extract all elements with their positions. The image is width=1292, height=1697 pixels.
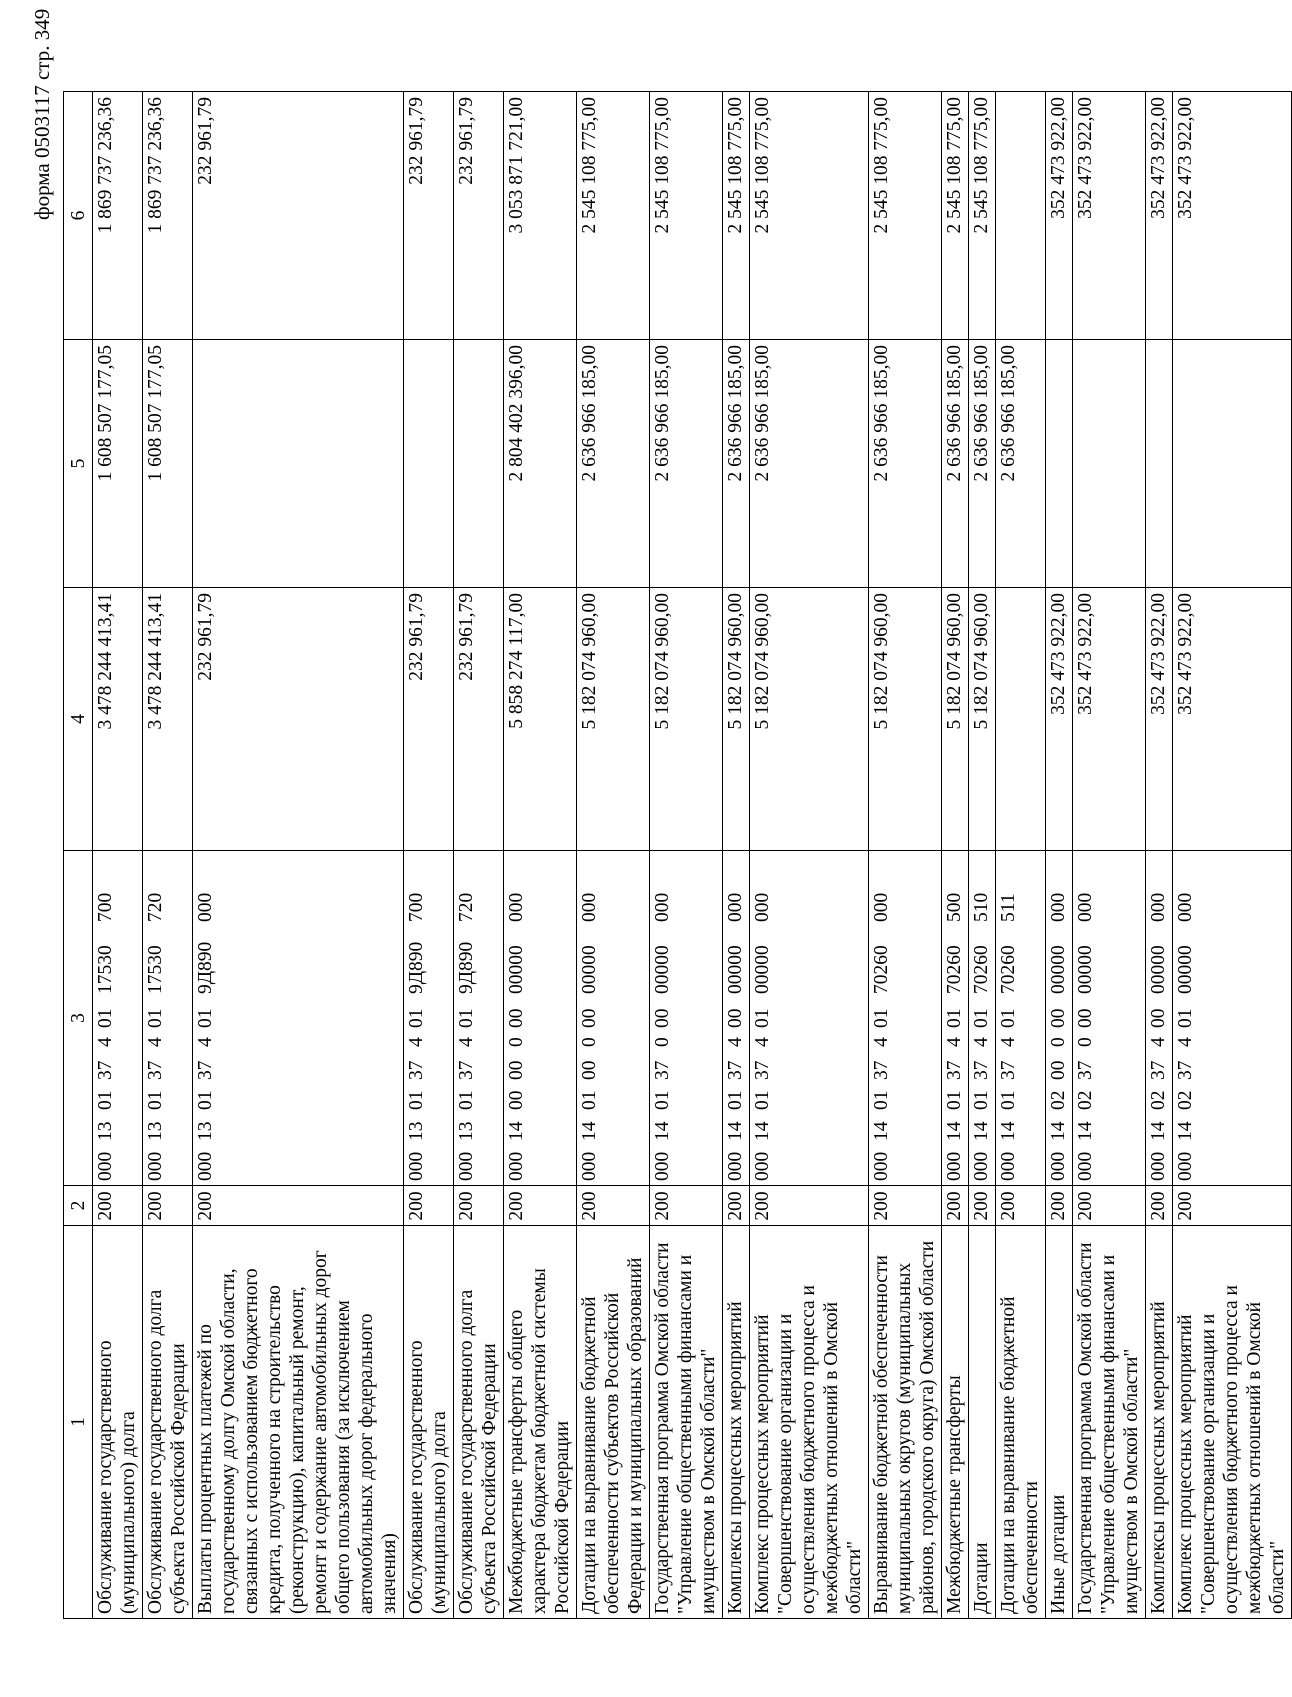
- code-segment: 4: [406, 1037, 427, 1047]
- code-segment: 9Д890: [456, 941, 477, 994]
- table-row: [942, 92, 969, 1619]
- code-segment: 14: [871, 1121, 892, 1141]
- row-approved-amount: 352 473 922,00: [1073, 588, 1146, 851]
- code-segment: 000: [998, 1151, 1019, 1181]
- row-approved-amount: 5 182 074 960,00: [869, 588, 942, 851]
- code-segment: 00: [652, 1008, 673, 1028]
- code-segment: 00: [579, 1008, 600, 1028]
- row-name: Выплаты процентных платежей по государственному долгу Омской области, связанных с использованием бюджетного кредита, полученного на строительство (реконструкцию), капитальный ремонт, ремонт и содержание автомобильных дорог общего пользования (за исключением автомобильных дорог федерального значения): [193, 1226, 404, 1619]
- code-segment: 00000: [1048, 945, 1069, 994]
- row-approved-amount: 352 473 922,00: [1046, 588, 1073, 851]
- table-row: [723, 92, 750, 1619]
- row-line-code: 200: [143, 1186, 193, 1226]
- code-segment: 4: [1148, 1037, 1169, 1047]
- code-segment: 14: [1175, 1121, 1196, 1141]
- code-segment: 01: [406, 1008, 427, 1028]
- code-segment: 37: [752, 1060, 773, 1080]
- code-segment: 4: [195, 1037, 216, 1047]
- code-segment: 01: [95, 1090, 116, 1110]
- row-name: Иные дотации: [1046, 1226, 1073, 1619]
- code-segment: 01: [652, 1090, 673, 1110]
- table-row: [996, 92, 1046, 1619]
- row-remaining-amount: 232 961,79: [193, 92, 404, 340]
- row-approved-amount: 3 478 244 413,41: [93, 588, 143, 851]
- code-segment: 000: [1075, 1151, 1096, 1181]
- row-approved-amount: 3 478 244 413,41: [143, 588, 193, 851]
- row-remaining-amount: 2 545 108 775,00: [723, 92, 750, 340]
- row-approved-amount: 5 858 274 117,00: [504, 588, 577, 851]
- row-executed-amount: [1146, 340, 1173, 588]
- code-segment: 14: [1048, 1121, 1069, 1141]
- code-segment: 02: [1075, 1090, 1096, 1110]
- row-name: Дотации на выравнивание бюджетной обеспеченности субъектов Российской Федерации и муниципальных образований: [577, 1226, 650, 1619]
- code-segment: 000: [971, 1151, 992, 1181]
- code-segment: 700: [406, 892, 427, 922]
- code-segment: 37: [1175, 1060, 1196, 1080]
- code-segment: 01: [752, 1090, 773, 1110]
- code-segment: 37: [1075, 1060, 1096, 1080]
- row-name: Выравнивание бюджетной обеспеченности муниципальных округов (муниципальных районов, городского округа) Омской области: [869, 1226, 942, 1619]
- code-segment: 01: [145, 1008, 166, 1028]
- code-segment: 000: [652, 892, 673, 922]
- code-segment: 000: [1175, 892, 1196, 922]
- table-row: [650, 92, 723, 1619]
- column-number: 6: [64, 92, 93, 340]
- code-segment: 000: [145, 1151, 166, 1181]
- code-segment: 01: [971, 1090, 992, 1110]
- row-line-code: 200: [1046, 1186, 1073, 1226]
- row-executed-amount: 2 636 966 185,00: [650, 340, 723, 588]
- row-line-code: 200: [193, 1186, 404, 1226]
- code-segment: 00000: [1175, 945, 1196, 994]
- row-executed-amount: [1173, 340, 1292, 588]
- code-segment: 000: [944, 1151, 965, 1181]
- code-segment: 70260: [944, 945, 965, 994]
- row-classification-code: [942, 851, 969, 1186]
- row-executed-amount: [454, 340, 504, 588]
- code-segment: 000: [871, 1151, 892, 1181]
- code-segment: 000: [195, 1151, 216, 1181]
- code-segment: 000: [1175, 1151, 1196, 1181]
- row-line-code: 200: [404, 1186, 454, 1226]
- code-segment: 14: [1075, 1121, 1096, 1141]
- code-segment: 13: [145, 1121, 166, 1141]
- row-approved-amount: 352 473 922,00: [1146, 588, 1173, 851]
- column-number: 1: [64, 1226, 93, 1619]
- code-segment: 00000: [506, 945, 527, 994]
- code-segment: 37: [1148, 1060, 1169, 1080]
- code-segment: 0: [1075, 1037, 1096, 1047]
- row-remaining-amount: 2 545 108 775,00: [750, 92, 869, 340]
- row-line-code: 200: [969, 1186, 996, 1226]
- row-line-code: 200: [454, 1186, 504, 1226]
- code-segment: 37: [195, 1060, 216, 1080]
- code-segment: 00000: [579, 945, 600, 994]
- code-segment: 000: [725, 892, 746, 922]
- code-segment: 14: [1148, 1121, 1169, 1141]
- code-segment: 02: [1175, 1090, 1196, 1110]
- row-approved-amount: [996, 588, 1046, 851]
- row-name: Комплекс процессных мероприятий "Совершенствование организации и осуществления бюджетного процесса и межбюджетных отношений в Омской области": [1173, 1226, 1292, 1619]
- code-segment: 00: [506, 1008, 527, 1028]
- code-segment: 000: [195, 892, 216, 922]
- row-approved-amount: 5 182 074 960,00: [723, 588, 750, 851]
- code-segment: 000: [95, 1151, 116, 1181]
- row-executed-amount: 2 636 966 185,00: [869, 340, 942, 588]
- code-segment: 0: [1048, 1037, 1069, 1047]
- code-segment: 4: [95, 1037, 116, 1047]
- code-segment: 14: [506, 1121, 527, 1141]
- code-segment: 700: [95, 892, 116, 922]
- code-segment: 00: [579, 1060, 600, 1080]
- row-line-code: 200: [869, 1186, 942, 1226]
- table-row: [1146, 92, 1173, 1619]
- code-segment: 17530: [145, 945, 166, 994]
- form-label: форма 0503117 стр. 349: [30, 8, 54, 220]
- code-segment: 14: [725, 1121, 746, 1141]
- row-classification-code: [193, 851, 404, 1186]
- code-segment: 720: [456, 892, 477, 922]
- code-segment: 0: [652, 1037, 673, 1047]
- row-classification-code: [404, 851, 454, 1186]
- code-segment: 01: [579, 1090, 600, 1110]
- row-approved-amount: 5 182 074 960,00: [942, 588, 969, 851]
- code-segment: 37: [971, 1060, 992, 1080]
- row-executed-amount: [193, 340, 404, 588]
- code-segment: 01: [456, 1008, 477, 1028]
- code-segment: 01: [998, 1090, 1019, 1110]
- table-row: [143, 92, 193, 1619]
- code-segment: 00000: [752, 945, 773, 994]
- row-line-code: 200: [1073, 1186, 1146, 1226]
- code-segment: 4: [871, 1037, 892, 1047]
- row-executed-amount: 1 608 507 177,05: [93, 340, 143, 588]
- table-row: [869, 92, 942, 1619]
- row-remaining-amount: 352 473 922,00: [1073, 92, 1146, 340]
- code-segment: 00: [506, 1060, 527, 1080]
- row-remaining-amount: 2 545 108 775,00: [577, 92, 650, 340]
- row-remaining-amount: 1 869 737 236,36: [93, 92, 143, 340]
- code-segment: 01: [725, 1090, 746, 1110]
- row-remaining-amount: 2 545 108 775,00: [942, 92, 969, 340]
- table-row: [93, 92, 143, 1619]
- code-segment: 720: [145, 892, 166, 922]
- row-line-code: 200: [577, 1186, 650, 1226]
- code-segment: 4: [145, 1037, 166, 1047]
- column-number: 2: [64, 1186, 93, 1226]
- table-row: [750, 92, 869, 1619]
- row-name: Обслуживание государственного (муниципального) долга: [93, 1226, 143, 1619]
- row-remaining-amount: 232 961,79: [454, 92, 504, 340]
- code-segment: 00000: [1148, 945, 1169, 994]
- table-row: [193, 92, 404, 1619]
- row-executed-amount: 2 636 966 185,00: [942, 340, 969, 588]
- code-segment: 000: [752, 1151, 773, 1181]
- code-segment: 13: [95, 1121, 116, 1141]
- code-segment: 01: [971, 1008, 992, 1028]
- row-classification-code: [454, 851, 504, 1186]
- row-approved-amount: 352 473 922,00: [1173, 588, 1292, 851]
- code-segment: 9Д890: [406, 941, 427, 994]
- code-segment: 000: [652, 1151, 673, 1181]
- row-line-code: 200: [750, 1186, 869, 1226]
- row-approved-amount: 232 961,79: [193, 588, 404, 851]
- row-name: Обслуживание государственного (муниципального) долга: [404, 1226, 454, 1619]
- code-segment: 4: [971, 1037, 992, 1047]
- table-body: [93, 92, 1292, 1619]
- row-line-code: 200: [942, 1186, 969, 1226]
- code-segment: 37: [95, 1060, 116, 1080]
- code-segment: 000: [752, 892, 773, 922]
- row-line-code: 200: [650, 1186, 723, 1226]
- code-segment: 70260: [998, 945, 1019, 994]
- code-segment: 14: [752, 1121, 773, 1141]
- code-segment: 01: [752, 1008, 773, 1028]
- row-executed-amount: 2 636 966 185,00: [577, 340, 650, 588]
- code-segment: 00000: [725, 945, 746, 994]
- code-segment: 37: [145, 1060, 166, 1080]
- row-executed-amount: [1073, 340, 1146, 588]
- row-classification-code: [723, 851, 750, 1186]
- code-segment: 70260: [871, 945, 892, 994]
- code-segment: 01: [871, 1008, 892, 1028]
- code-segment: 000: [1048, 892, 1069, 922]
- row-executed-amount: 2 636 966 185,00: [969, 340, 996, 588]
- row-classification-code: [93, 851, 143, 1186]
- code-segment: 02: [1048, 1090, 1069, 1110]
- row-classification-code: [996, 851, 1046, 1186]
- table-row: [1173, 92, 1292, 1619]
- table-row: [1073, 92, 1146, 1619]
- row-classification-code: [143, 851, 193, 1186]
- code-segment: 37: [998, 1060, 1019, 1080]
- column-number: 3: [64, 851, 93, 1186]
- code-segment: 01: [871, 1090, 892, 1110]
- code-segment: 000: [406, 1151, 427, 1181]
- row-line-code: 200: [723, 1186, 750, 1226]
- row-executed-amount: 2 636 966 185,00: [750, 340, 869, 588]
- row-remaining-amount: 2 545 108 775,00: [650, 92, 723, 340]
- row-approved-amount: 5 182 074 960,00: [750, 588, 869, 851]
- row-approved-amount: 232 961,79: [454, 588, 504, 851]
- code-segment: 13: [406, 1121, 427, 1141]
- code-segment: 4: [998, 1037, 1019, 1047]
- column-number: 5: [64, 340, 93, 588]
- code-segment: 000: [456, 1151, 477, 1181]
- code-segment: 4: [1175, 1037, 1196, 1047]
- code-segment: 37: [456, 1060, 477, 1080]
- row-name: Комплексы процессных мероприятий: [723, 1226, 750, 1619]
- code-segment: 00: [506, 1090, 527, 1110]
- code-segment: 01: [944, 1090, 965, 1110]
- code-segment: 01: [195, 1008, 216, 1028]
- row-name: Межбюджетные трансферты: [942, 1226, 969, 1619]
- code-segment: 14: [652, 1121, 673, 1141]
- row-line-code: 200: [504, 1186, 577, 1226]
- row-name: Обслуживание государственного долга субъекта Российской Федерации: [454, 1226, 504, 1619]
- code-segment: 000: [725, 1151, 746, 1181]
- code-segment: 14: [944, 1121, 965, 1141]
- code-segment: 9Д890: [195, 941, 216, 994]
- row-remaining-amount: 2 545 108 775,00: [869, 92, 942, 340]
- code-segment: 000: [1048, 1151, 1069, 1181]
- code-segment: 500: [944, 892, 965, 922]
- code-segment: 0: [506, 1037, 527, 1047]
- table-row: [1046, 92, 1073, 1619]
- row-classification-code: [969, 851, 996, 1186]
- code-segment: 00: [1048, 1060, 1069, 1080]
- code-segment: 17530: [95, 945, 116, 994]
- code-segment: 01: [145, 1090, 166, 1110]
- code-segment: 01: [944, 1008, 965, 1028]
- code-segment: 00000: [1075, 945, 1096, 994]
- row-approved-amount: 5 182 074 960,00: [577, 588, 650, 851]
- column-number-row: [64, 92, 93, 1619]
- row-remaining-amount: 352 473 922,00: [1046, 92, 1073, 340]
- code-segment: 000: [506, 1151, 527, 1181]
- table-row: [577, 92, 650, 1619]
- row-executed-amount: 2 636 966 185,00: [723, 340, 750, 588]
- code-segment: 14: [579, 1121, 600, 1141]
- row-classification-code: [650, 851, 723, 1186]
- code-segment: 01: [1175, 1008, 1196, 1028]
- code-segment: 000: [1075, 892, 1096, 922]
- row-remaining-amount: 3 053 871 721,00: [504, 92, 577, 340]
- code-segment: 0: [579, 1037, 600, 1047]
- code-segment: 14: [971, 1121, 992, 1141]
- row-classification-code: [1146, 851, 1173, 1186]
- row-name: Государственная программа Омской области "Управление общественными финансами и имуществом в Омской области": [650, 1226, 723, 1619]
- row-classification-code: [1073, 851, 1146, 1186]
- code-segment: 01: [406, 1090, 427, 1110]
- row-remaining-amount: [996, 92, 1046, 340]
- code-segment: 00: [725, 1008, 746, 1028]
- budget-table: [63, 91, 1292, 1619]
- code-segment: 000: [579, 1151, 600, 1181]
- row-approved-amount: 5 182 074 960,00: [969, 588, 996, 851]
- row-name: Межбюджетные трансферты общего характера бюджетам бюджетной системы Российской Федерации: [504, 1226, 577, 1619]
- column-number: 4: [64, 588, 93, 851]
- row-executed-amount: 2 636 966 185,00: [996, 340, 1046, 588]
- row-remaining-amount: 232 961,79: [404, 92, 454, 340]
- row-name: Комплекс процессных мероприятий "Совершенствование организации и осуществления бюджетного процесса и межбюджетных отношений в Омской области": [750, 1226, 869, 1619]
- row-approved-amount: 232 961,79: [404, 588, 454, 851]
- row-remaining-amount: 352 473 922,00: [1173, 92, 1292, 340]
- code-segment: 511: [998, 893, 1019, 922]
- code-segment: 01: [195, 1090, 216, 1110]
- code-segment: 37: [871, 1060, 892, 1080]
- row-classification-code: [504, 851, 577, 1186]
- row-line-code: 200: [1173, 1186, 1292, 1226]
- row-classification-code: [869, 851, 942, 1186]
- row-classification-code: [750, 851, 869, 1186]
- code-segment: 14: [998, 1121, 1019, 1141]
- code-segment: 13: [195, 1121, 216, 1141]
- code-segment: 00: [1048, 1008, 1069, 1028]
- code-segment: 13: [456, 1121, 477, 1141]
- row-executed-amount: [1046, 340, 1073, 588]
- row-executed-amount: [404, 340, 454, 588]
- code-segment: 01: [456, 1090, 477, 1110]
- table-row: [969, 92, 996, 1619]
- row-name: Дотации: [969, 1226, 996, 1619]
- code-segment: 70260: [971, 945, 992, 994]
- row-executed-amount: 2 804 402 396,00: [504, 340, 577, 588]
- code-segment: 37: [944, 1060, 965, 1080]
- code-segment: 000: [1148, 892, 1169, 922]
- table-row: [404, 92, 454, 1619]
- row-line-code: 200: [93, 1186, 143, 1226]
- row-classification-code: [577, 851, 650, 1186]
- row-approved-amount: 5 182 074 960,00: [650, 588, 723, 851]
- row-name: Комплексы процессных мероприятий: [1146, 1226, 1173, 1619]
- code-segment: 01: [95, 1008, 116, 1028]
- row-remaining-amount: 2 545 108 775,00: [969, 92, 996, 340]
- code-segment: 000: [506, 892, 527, 922]
- row-line-code: 200: [996, 1186, 1046, 1226]
- code-segment: 00: [1075, 1008, 1096, 1028]
- code-segment: 4: [725, 1037, 746, 1047]
- code-segment: 4: [456, 1037, 477, 1047]
- code-segment: 000: [871, 892, 892, 922]
- code-segment: 00000: [652, 945, 673, 994]
- row-name: Обслуживание государственного долга субъекта Российской Федерации: [143, 1226, 193, 1619]
- table-row: [504, 92, 577, 1619]
- code-segment: 000: [579, 892, 600, 922]
- code-segment: 510: [971, 892, 992, 922]
- row-name: Дотации на выравнивание бюджетной обеспеченности: [996, 1226, 1046, 1619]
- code-segment: 37: [725, 1060, 746, 1080]
- row-name: Государственная программа Омской области "Управление общественными финансами и имуществом в Омской области": [1073, 1226, 1146, 1619]
- row-classification-code: [1046, 851, 1073, 1186]
- code-segment: 01: [998, 1008, 1019, 1028]
- row-executed-amount: 1 608 507 177,05: [143, 340, 193, 588]
- row-classification-code: [1173, 851, 1292, 1186]
- code-segment: 37: [406, 1060, 427, 1080]
- row-remaining-amount: 1 869 737 236,36: [143, 92, 193, 340]
- code-segment: 4: [944, 1037, 965, 1047]
- table-row: [454, 92, 504, 1619]
- code-segment: 02: [1148, 1090, 1169, 1110]
- code-segment: 000: [1148, 1151, 1169, 1181]
- row-line-code: 200: [1146, 1186, 1173, 1226]
- code-segment: 37: [652, 1060, 673, 1080]
- row-remaining-amount: 352 473 922,00: [1146, 92, 1173, 340]
- code-segment: 4: [752, 1037, 773, 1047]
- code-segment: 00: [1148, 1008, 1169, 1028]
